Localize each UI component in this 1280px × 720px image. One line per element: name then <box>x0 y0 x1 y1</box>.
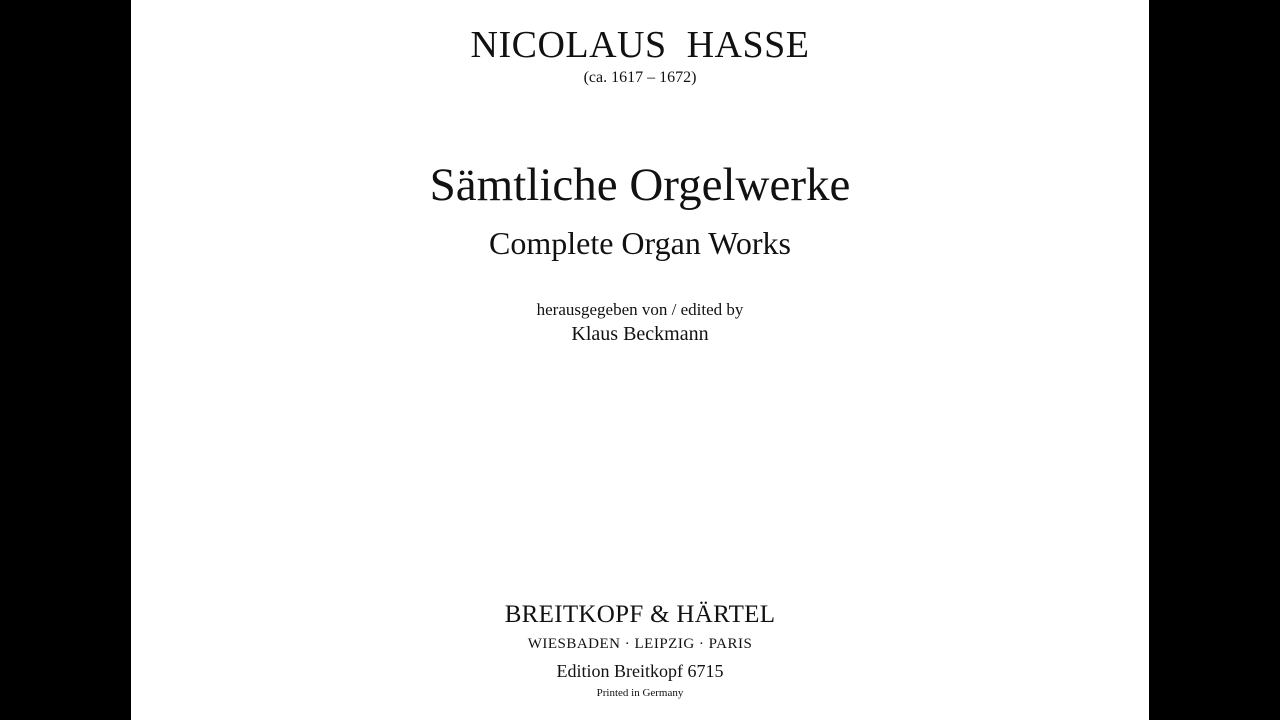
publisher-name: BREITKOPF & HÄRTEL <box>504 601 776 628</box>
publisher-cities: WIESBADEN · LEIPZIG · PARIS <box>527 636 753 652</box>
title-page <box>131 0 1149 720</box>
edited-by-label: herausgegeben von / edited by <box>536 300 744 319</box>
editor-name: Klaus Beckmann <box>571 323 709 345</box>
composer-name: NICOLAUS HASSE <box>470 24 810 66</box>
printed-in: Printed in Germany <box>596 687 684 699</box>
title-german: Sämtliche Orgelwerke <box>429 159 851 211</box>
composer-dates: (ca. 1617 – 1672) <box>583 69 697 86</box>
title-english: Complete Organ Works <box>489 225 791 261</box>
edition-number: Edition Breitkopf 6715 <box>556 661 724 681</box>
